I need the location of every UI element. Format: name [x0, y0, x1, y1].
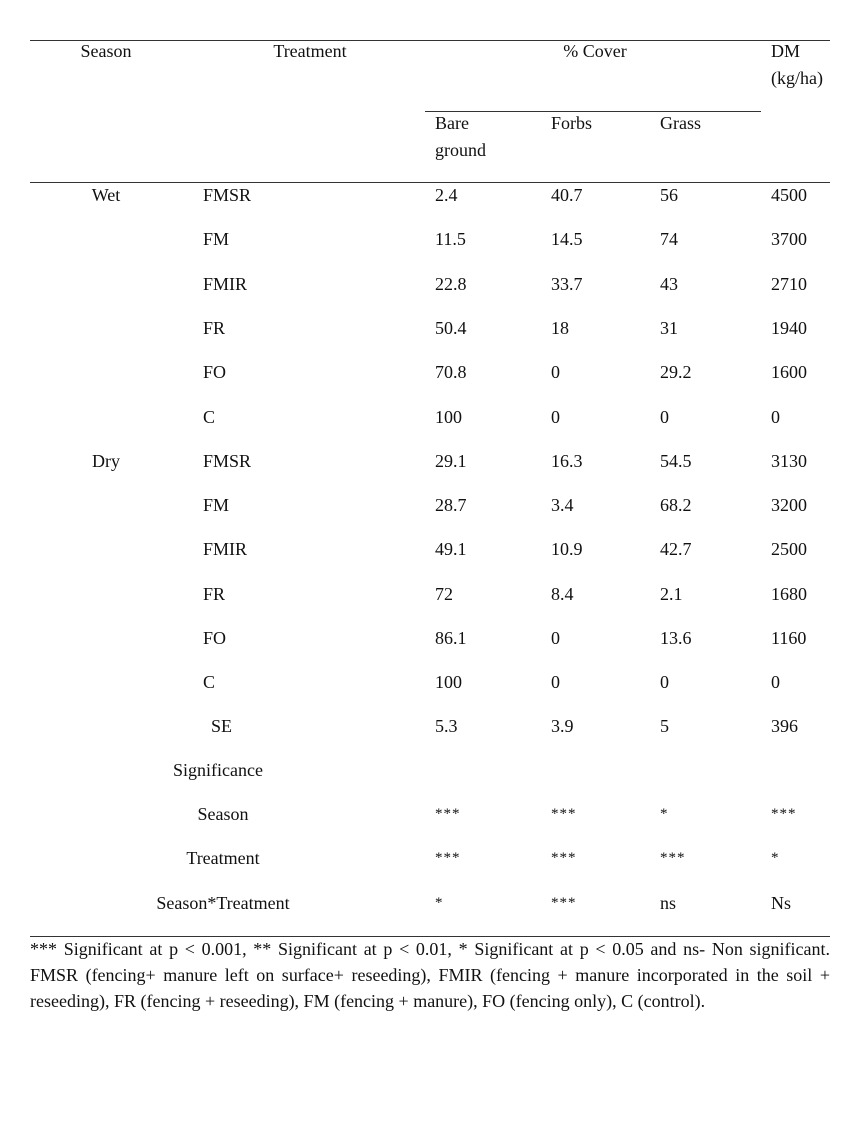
se-dm: 396 — [771, 716, 798, 736]
significance-title: Significance — [173, 760, 263, 780]
header-season: Season — [80, 41, 132, 61]
significance-grass: *** — [660, 850, 686, 866]
cell-forbs: 40.7 — [551, 185, 583, 205]
cell-forbs: 3.4 — [551, 495, 574, 515]
cell-grass: 2.1 — [660, 584, 683, 604]
cell-forbs: 0 — [551, 362, 560, 382]
header-cover: % Cover — [563, 41, 627, 61]
cell-season: Dry — [92, 451, 120, 471]
table-row — [0, 669, 860, 699]
cell-bare: 100 — [435, 407, 462, 427]
cell-treatment: FO — [203, 362, 227, 382]
cell-dm: 0 — [771, 407, 780, 427]
se-row — [0, 713, 860, 743]
significance-row — [0, 845, 860, 875]
table-row — [0, 404, 860, 434]
cell-forbs: 33.7 — [551, 274, 583, 294]
cell-treatment: FMSR — [203, 185, 252, 205]
cell-forbs: 10.9 — [551, 539, 583, 559]
cell-dm: 1600 — [771, 362, 807, 382]
cell-bare: 50.4 — [435, 318, 467, 338]
significance-grass: * — [660, 806, 669, 822]
table-row — [0, 182, 860, 212]
cell-bare: 11.5 — [435, 229, 466, 249]
cell-treatment: FM — [203, 229, 230, 249]
table-row — [0, 315, 860, 345]
cell-grass: 74 — [660, 229, 678, 249]
cell-dm: 1160 — [771, 628, 807, 648]
significance-bare: *** — [435, 806, 461, 822]
significance-forbs: *** — [551, 850, 577, 866]
significance-label: Treatment — [186, 848, 260, 868]
cell-grass: 29.2 — [660, 362, 692, 382]
cell-dm: 2500 — [771, 539, 807, 559]
se-grass: 5 — [660, 716, 669, 736]
cell-bare: 100 — [435, 672, 462, 692]
header-dm-unit: (kg/ha) — [771, 68, 823, 88]
cell-bare: 22.8 — [435, 274, 467, 294]
cell-forbs: 14.5 — [551, 229, 583, 249]
cell-grass: 13.6 — [660, 628, 692, 648]
cell-treatment: FO — [203, 628, 227, 648]
se-forbs: 3.9 — [551, 716, 574, 736]
cell-dm: 0 — [771, 672, 780, 692]
cell-treatment: FM — [203, 495, 230, 515]
cell-grass: 43 — [660, 274, 678, 294]
cell-treatment: FR — [203, 584, 226, 604]
cell-grass: 0 — [660, 407, 669, 427]
table-row — [0, 581, 860, 611]
cell-forbs: 0 — [551, 672, 560, 692]
cover-span-rule — [425, 111, 761, 112]
significance-bare: * — [435, 895, 444, 911]
cell-forbs: 8.4 — [551, 584, 574, 604]
cell-dm: 3200 — [771, 495, 807, 515]
table-row — [0, 359, 860, 389]
significance-dm: Ns — [771, 893, 792, 913]
table-row — [0, 536, 860, 566]
cell-forbs: 18 — [551, 318, 569, 338]
significance-label: Season — [197, 804, 249, 824]
header-bare-ground: ground — [435, 140, 486, 160]
cell-grass: 42.7 — [660, 539, 692, 559]
cell-dm: 2710 — [771, 274, 807, 294]
cell-dm: 1680 — [771, 584, 807, 604]
header-bare: Bare — [435, 113, 469, 133]
cell-bare: 72 — [435, 584, 453, 604]
cell-grass: 0 — [660, 672, 669, 692]
cell-forbs: 0 — [551, 407, 560, 427]
cell-bare: 2.4 — [435, 185, 458, 205]
significance-forbs: *** — [551, 895, 577, 911]
significance-label: Season*Treatment — [156, 893, 290, 913]
cell-treatment: FMSR — [203, 451, 252, 471]
cell-bare: 49.1 — [435, 539, 467, 559]
se-bare: 5.3 — [435, 716, 458, 736]
se-label: SE — [211, 716, 233, 736]
cell-treatment: C — [203, 672, 216, 692]
cell-season: Wet — [91, 185, 121, 205]
cell-treatment: FMIR — [203, 539, 248, 559]
cell-grass: 31 — [660, 318, 678, 338]
header-dm: DM — [771, 41, 801, 61]
cell-bare: 70.8 — [435, 362, 467, 382]
cell-dm: 3700 — [771, 229, 807, 249]
cell-treatment: FMIR — [203, 274, 248, 294]
table-footnote: *** Significant at p < 0.001, ** Significant at p < 0.01, * Significant at p < 0.05 and ns- Non significant. FMSR (fencing+ manure left on surface+ reseeding), FMIR (fencing + manure incorporated in the soil + reseeding), FR (fencing + reseeding), FM (fencing + manure), FO (fencing only), C (control). — [30, 939, 830, 1011]
table-row — [0, 271, 860, 301]
cell-treatment: C — [203, 407, 216, 427]
cell-bare: 28.7 — [435, 495, 467, 515]
significance-row — [0, 890, 860, 920]
header-grass: Grass — [660, 113, 701, 133]
table-row — [0, 448, 860, 478]
table-row — [0, 492, 860, 522]
cell-forbs: 16.3 — [551, 451, 583, 471]
significance-bare: *** — [435, 850, 461, 866]
header-treatment: Treatment — [273, 41, 347, 61]
significance-row — [0, 801, 860, 831]
cell-treatment: FR — [203, 318, 226, 338]
cell-dm: 3130 — [771, 451, 807, 471]
header-forbs: Forbs — [551, 113, 593, 133]
cell-bare: 29.1 — [435, 451, 467, 471]
cell-bare: 86.1 — [435, 628, 467, 648]
cell-grass: 68.2 — [660, 495, 692, 515]
cell-dm: 4500 — [771, 185, 807, 205]
significance-dm: *** — [771, 806, 797, 822]
cell-forbs: 0 — [551, 628, 560, 648]
cell-dm: 1940 — [771, 318, 807, 338]
significance-grass: ns — [660, 893, 677, 913]
significance-dm: * — [771, 850, 780, 866]
table-row — [0, 226, 860, 256]
cell-grass: 54.5 — [660, 451, 692, 471]
cell-grass: 56 — [660, 185, 678, 205]
significance-forbs: *** — [551, 806, 577, 822]
table-row — [0, 625, 860, 655]
